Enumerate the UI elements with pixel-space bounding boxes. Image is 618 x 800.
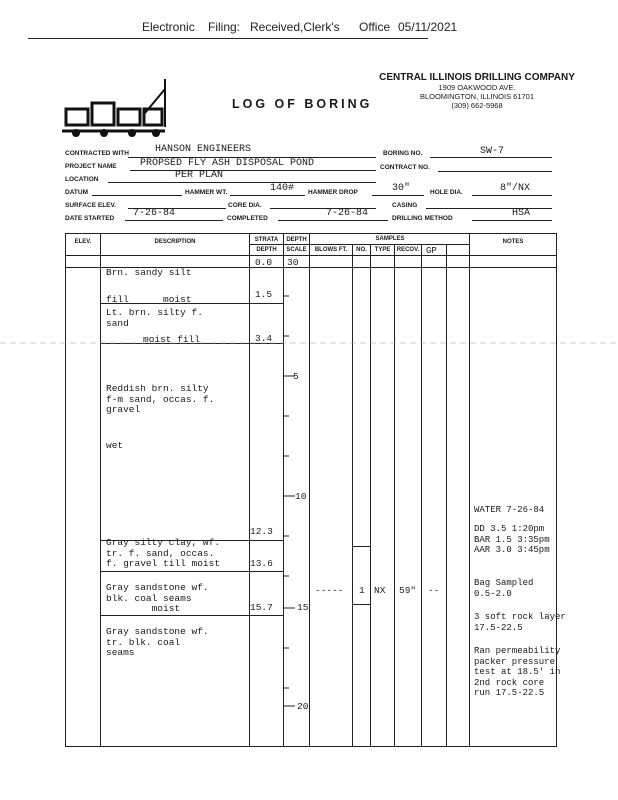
depth-scale-10: 10 (295, 491, 307, 502)
sample-recov: 59" (399, 585, 417, 596)
col-samples: SAMPLES (375, 236, 405, 242)
core-dia-label: CORE DIA. (228, 202, 262, 209)
completed-value: 7-26-84 (326, 208, 369, 219)
company-address: 1909 OAKWOOD AVE. (438, 83, 516, 92)
note-readings: DD 3.5 1:20pm BAR 1.5 3:35pm AAR 3.0 3:45pm (474, 524, 550, 555)
date-started-value: 7-26-84 (133, 208, 176, 219)
completed-label: COMPLETED (227, 215, 268, 222)
sample-no: 1 (359, 585, 365, 596)
hammer-drop-label: HAMMER DROP (308, 189, 358, 196)
drilling-method-label: DRILLING METHOD (392, 215, 453, 222)
col-depth: DEPTH (286, 237, 307, 243)
datum-label: DATUM (65, 189, 88, 196)
desc-7: Gray sandstone wf. blk. coal seams moist (106, 582, 209, 614)
strata-depth-1: 1.5 (255, 289, 273, 300)
col-blows: BLOWS FT. (314, 247, 348, 253)
surface-elev-label: SURFACE ELEV. (65, 202, 117, 209)
hammer-wt-value: 140# (270, 183, 295, 194)
filing-date: 05/11/2021 (398, 20, 458, 34)
filing-received: Received,Clerk's (250, 20, 340, 34)
sample-gp: -- (428, 585, 440, 596)
depth-scale-5: 5 (293, 371, 299, 382)
project-name-value: PROPSED FLY ASH DISPOSAL POND (140, 158, 315, 169)
desc-5: wet (106, 440, 124, 451)
strata-depth-3: 12.3 (250, 526, 273, 537)
col-recov: RECOV. (396, 247, 420, 253)
col-type: TYPE (374, 247, 391, 253)
company-name: CENTRAL ILLINOIS DRILLING COMPANY (379, 72, 575, 83)
desc-4: Reddish brn. silty f-m sand, occas. f. gravel (106, 383, 215, 415)
col-strata-sub: DEPTH (256, 247, 277, 253)
strata-depth-0: 0.0 (255, 257, 273, 268)
strata-depth-2: 3.4 (255, 333, 273, 344)
col-notes: NOTES (502, 239, 524, 245)
depth-scale-20: 20 (297, 701, 309, 712)
col-no: NO. (356, 247, 367, 253)
company-phone: (309) 662-5968 (451, 101, 503, 110)
company-city: BLOOMINGTON, ILLINOIS 61701 (419, 92, 535, 101)
project-name-label: PROJECT NAME (65, 163, 117, 170)
note-permeability: Ran permeability packer pressure test at 18.5' in 2nd rock core run 17.5-22.5 (474, 646, 561, 698)
hammer-wt-label: HAMMER WT. (185, 189, 228, 196)
drilling-method-value: HSA (512, 208, 531, 219)
filing-electronic: Electronic (142, 20, 195, 34)
desc-0: Brn. sandy silt (106, 267, 192, 278)
contract-no-label: CONTRACT NO. (380, 164, 430, 171)
depth-scale-0: 30 (287, 257, 299, 268)
note-bag-sampled: Bag Sampled 0.5-2.0 (474, 578, 534, 599)
depth-scale-15: 15 (297, 602, 309, 613)
col-gp: GP (426, 246, 437, 256)
sample-blows: ----- (315, 585, 344, 596)
location-label: LOCATION (65, 176, 99, 183)
strata-depth-4: 13.6 (250, 558, 273, 569)
contracted-with-label: CONTRACTED WITH (65, 150, 129, 157)
desc-1: fill moist (106, 294, 192, 305)
filing-label: Filing: (208, 20, 241, 34)
col-depth-sub: SCALE (286, 247, 307, 253)
col-elev: ELEV. (74, 239, 92, 245)
strata-depth-5: 15.7 (250, 602, 273, 613)
boring-no-value: SW-7 (480, 146, 505, 157)
col-strata: STRATA (254, 237, 279, 243)
casing-label: CASING (392, 202, 418, 209)
location-value: PER PLAN (175, 170, 224, 181)
note-soft-rock: 3 soft rock layer 17.5-22.5 (474, 612, 566, 633)
boring-no-label: BORING NO. (383, 150, 423, 157)
desc-8: Gray sandstone wf. tr. blk. coal seams (106, 626, 209, 658)
desc-6: Gray silty clay, wf. tr. f. sand, occas. f. gravel till moist (106, 537, 221, 569)
hole-dia-label: HOLE DIA. (430, 189, 463, 196)
hole-dia-value: 8"/NX (500, 183, 531, 194)
desc-3: moist fill (143, 334, 201, 345)
depth-scale-ticks (283, 296, 295, 706)
filing-office: Office (359, 20, 391, 34)
desc-2: Lt. brn. silty f. sand (106, 307, 203, 329)
sample-type: NX (374, 585, 386, 596)
note-water: WATER 7-26-84 (474, 505, 545, 515)
col-description: DESCRIPTION (154, 239, 196, 245)
contracted-with-value: HANSON ENGINEERS (155, 144, 252, 155)
date-started-label: DATE STARTED (65, 215, 115, 222)
hammer-drop-value: 30" (392, 183, 411, 194)
page-title: LOG OF BORING (232, 97, 373, 111)
